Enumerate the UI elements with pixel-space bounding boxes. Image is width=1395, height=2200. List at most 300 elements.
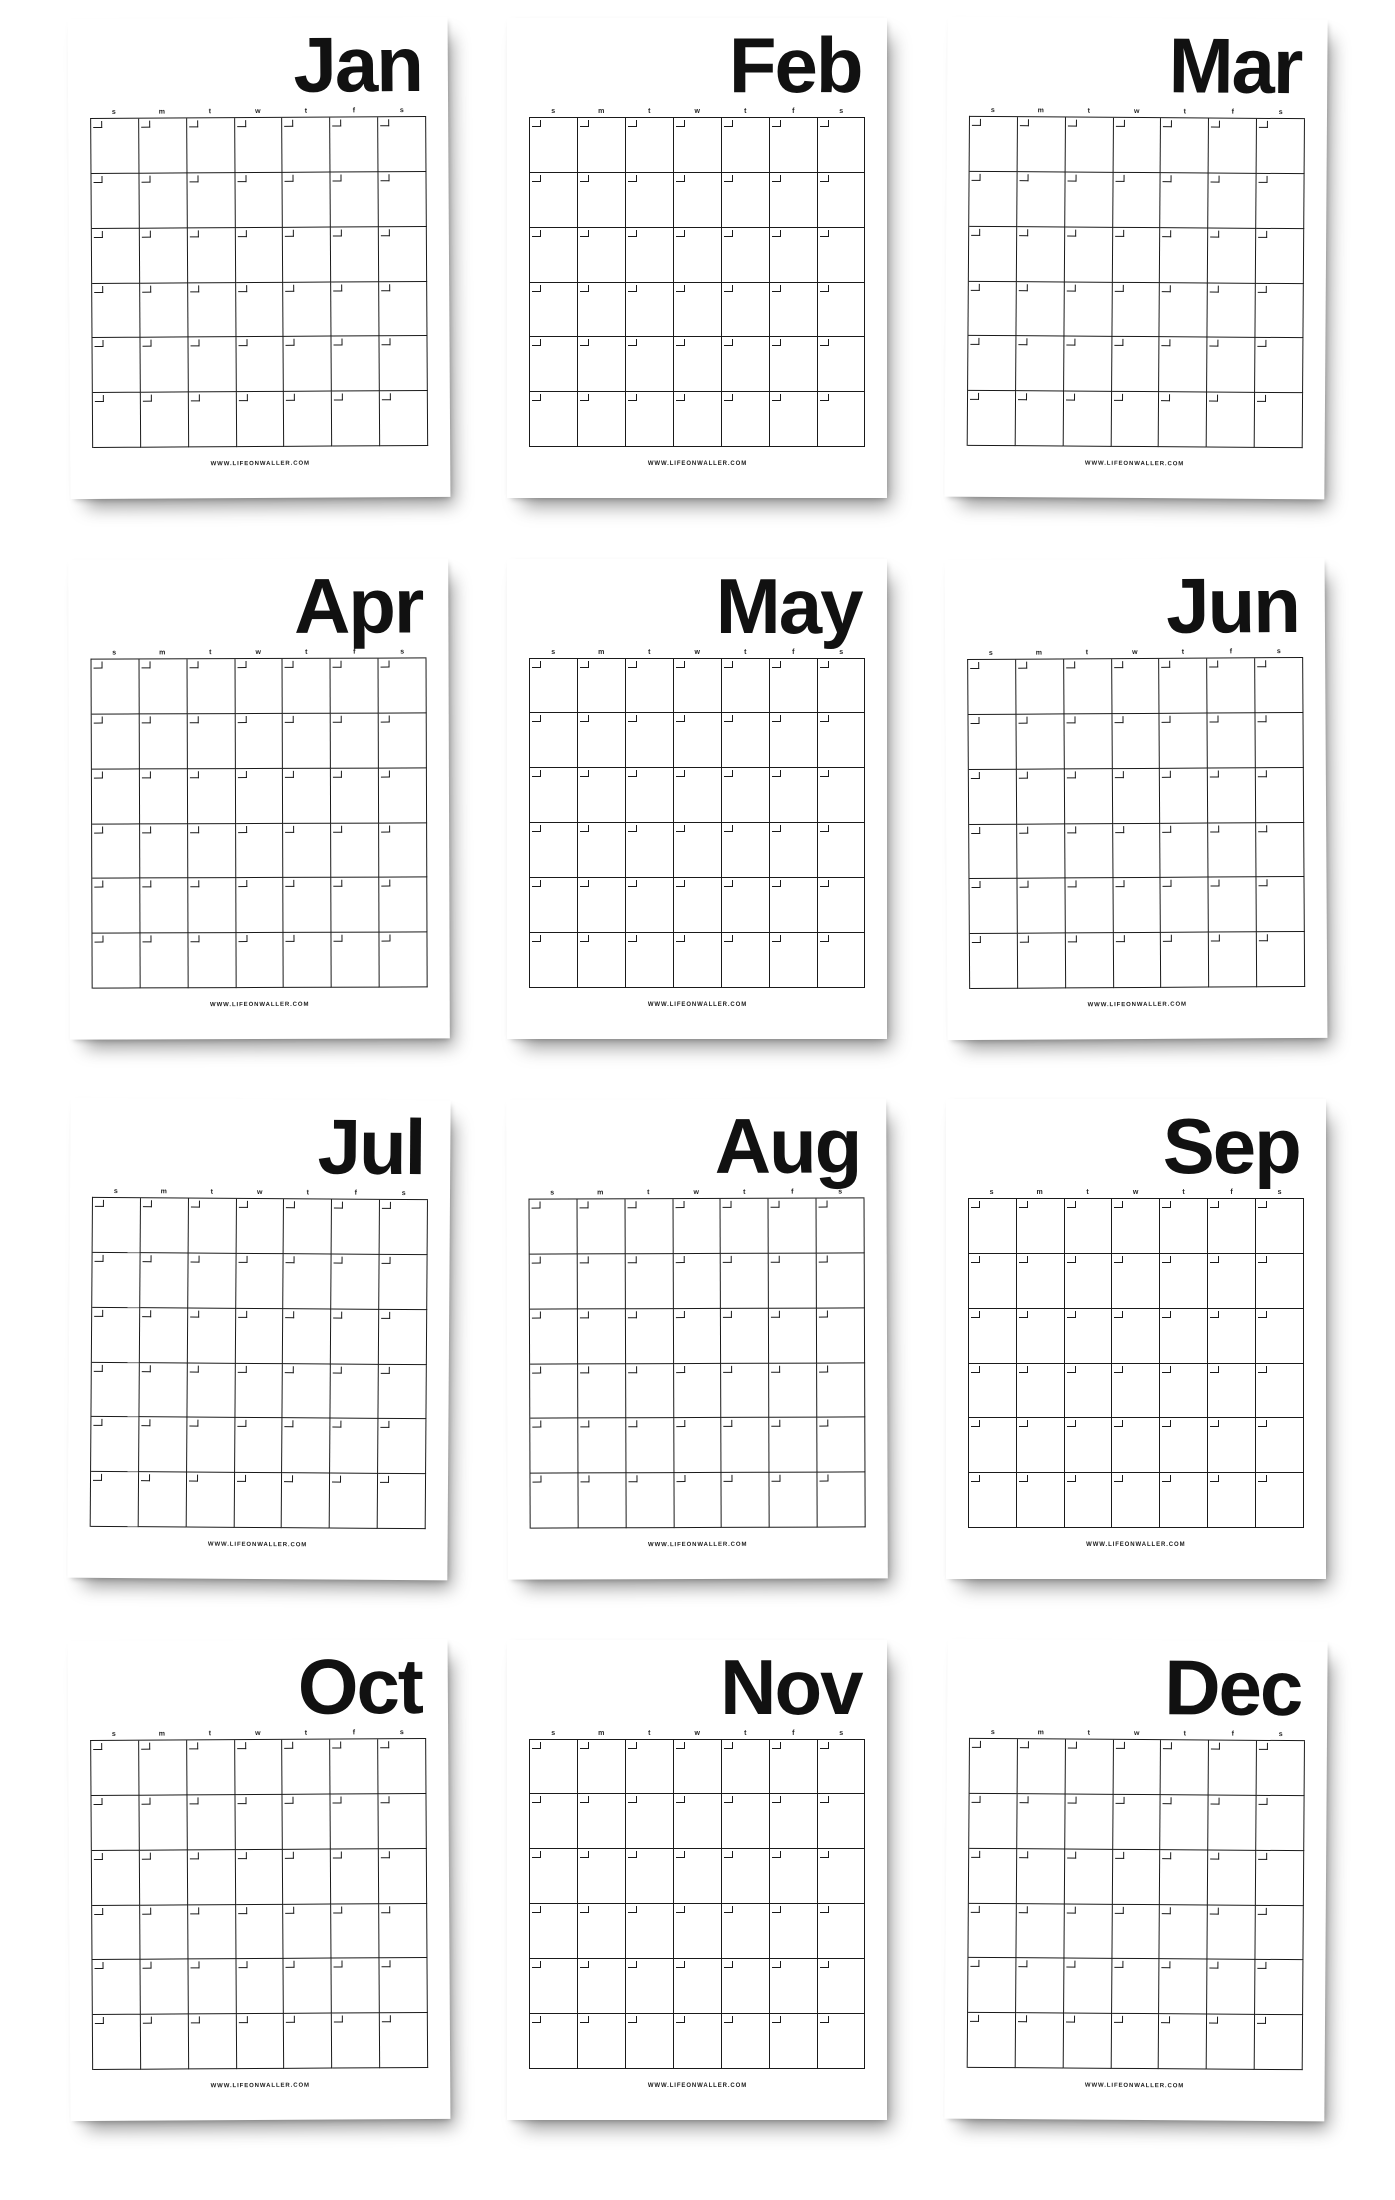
day-cell[interactable] xyxy=(530,228,578,283)
day-cell[interactable] xyxy=(818,713,866,768)
day-cell[interactable] xyxy=(332,282,380,337)
day-cell[interactable] xyxy=(968,281,1016,336)
calendar-sheet-dec[interactable] xyxy=(944,1638,1327,2121)
day-cell[interactable] xyxy=(969,1848,1017,1903)
day-cell[interactable] xyxy=(283,172,331,227)
day-cell[interactable] xyxy=(379,1793,427,1848)
day-cell[interactable] xyxy=(378,117,426,172)
day-cell[interactable] xyxy=(1160,283,1208,338)
day-cell[interactable] xyxy=(1161,118,1209,173)
day-cell[interactable] xyxy=(770,2014,818,2069)
day-cell[interactable] xyxy=(1207,393,1255,448)
day-cell[interactable] xyxy=(1017,227,1065,282)
day-cell[interactable] xyxy=(1161,1740,1209,1795)
day-cell[interactable] xyxy=(1064,227,1112,282)
day-cell[interactable] xyxy=(674,1254,722,1309)
day-cell[interactable] xyxy=(1256,822,1304,877)
day-cell[interactable] xyxy=(530,768,578,823)
day-cell[interactable] xyxy=(139,1740,187,1795)
day-cell[interactable] xyxy=(770,118,818,173)
day-cell[interactable] xyxy=(187,659,235,714)
day-cell[interactable] xyxy=(1065,1418,1113,1473)
day-cell[interactable] xyxy=(769,1199,817,1254)
day-cell[interactable] xyxy=(236,1254,284,1309)
day-cell[interactable] xyxy=(770,933,818,988)
day-cell[interactable] xyxy=(284,337,332,392)
day-cell[interactable] xyxy=(188,1199,236,1254)
day-cell[interactable] xyxy=(770,878,818,933)
day-cell[interactable] xyxy=(674,933,722,988)
day-cell[interactable] xyxy=(579,1419,627,1474)
day-cell[interactable] xyxy=(1256,1418,1304,1473)
day-cell[interactable] xyxy=(332,1958,380,2013)
day-cell[interactable] xyxy=(1256,1850,1304,1905)
day-cell[interactable] xyxy=(187,173,235,228)
day-cell[interactable] xyxy=(92,1308,140,1363)
day-cell[interactable] xyxy=(379,282,427,337)
day-cell[interactable] xyxy=(626,228,674,283)
day-cell[interactable] xyxy=(188,283,236,338)
day-cell[interactable] xyxy=(1160,823,1208,878)
day-cell[interactable] xyxy=(1255,712,1303,767)
day-cell[interactable] xyxy=(332,2013,380,2068)
day-cell[interactable] xyxy=(674,1363,722,1418)
day-cell[interactable] xyxy=(626,2014,674,2069)
day-cell[interactable] xyxy=(283,118,331,173)
day-cell[interactable] xyxy=(770,1740,818,1795)
day-cell[interactable] xyxy=(578,2014,626,2069)
day-cell[interactable] xyxy=(93,2014,141,2069)
day-cell[interactable] xyxy=(722,659,770,714)
day-cell[interactable] xyxy=(1017,1739,1065,1794)
day-cell[interactable] xyxy=(235,118,283,173)
day-cell[interactable] xyxy=(818,1849,866,1904)
day-cell[interactable] xyxy=(235,1739,283,1794)
day-cell[interactable] xyxy=(969,879,1017,934)
day-cell[interactable] xyxy=(188,1253,236,1308)
calendar-sheet-jan[interactable] xyxy=(68,17,451,499)
day-cell[interactable] xyxy=(1112,228,1160,283)
day-cell[interactable] xyxy=(626,1849,674,1904)
day-cell[interactable] xyxy=(331,713,379,768)
day-cell[interactable] xyxy=(1208,283,1256,338)
day-cell[interactable] xyxy=(1208,1364,1256,1419)
day-cell[interactable] xyxy=(578,1364,626,1419)
day-cell[interactable] xyxy=(770,659,818,714)
day-cell[interactable] xyxy=(626,1794,674,1849)
day-cell[interactable] xyxy=(1257,119,1305,174)
day-cell[interactable] xyxy=(770,337,818,392)
day-cell[interactable] xyxy=(578,1740,626,1795)
day-cell[interactable] xyxy=(722,283,770,338)
day-cell[interactable] xyxy=(188,1849,236,1904)
day-cell[interactable] xyxy=(189,392,237,447)
day-cell[interactable] xyxy=(282,1473,330,1528)
day-cell[interactable] xyxy=(1112,1473,1160,1528)
day-cell[interactable] xyxy=(236,933,284,988)
day-cell[interactable] xyxy=(91,1472,139,1527)
day-cell[interactable] xyxy=(578,173,626,228)
day-cell[interactable] xyxy=(530,1904,578,1959)
day-cell[interactable] xyxy=(1065,1199,1113,1254)
day-cell[interactable] xyxy=(331,1364,379,1419)
day-cell[interactable] xyxy=(1017,824,1065,879)
day-cell[interactable] xyxy=(1160,1849,1208,1904)
day-cell[interactable] xyxy=(817,1253,865,1308)
day-cell[interactable] xyxy=(968,714,1016,769)
day-cell[interactable] xyxy=(770,283,818,338)
day-cell[interactable] xyxy=(578,1254,626,1309)
day-cell[interactable] xyxy=(1160,1254,1208,1309)
day-cell[interactable] xyxy=(1017,1473,1065,1528)
day-cell[interactable] xyxy=(380,932,428,987)
day-cell[interactable] xyxy=(817,1199,865,1254)
day-cell[interactable] xyxy=(379,713,427,768)
day-cell[interactable] xyxy=(93,933,141,988)
day-cell[interactable] xyxy=(530,1849,578,1904)
day-cell[interactable] xyxy=(1256,767,1304,822)
day-cell[interactable] xyxy=(722,1473,770,1528)
day-cell[interactable] xyxy=(530,1959,578,2014)
day-cell[interactable] xyxy=(1209,119,1257,174)
day-cell[interactable] xyxy=(236,1959,284,2014)
day-cell[interactable] xyxy=(1208,1473,1256,1528)
day-cell[interactable] xyxy=(818,283,866,338)
day-cell[interactable] xyxy=(1017,878,1065,933)
day-cell[interactable] xyxy=(284,823,332,878)
day-cell[interactable] xyxy=(818,1473,866,1528)
day-cell[interactable] xyxy=(626,1199,674,1254)
day-cell[interactable] xyxy=(187,1363,235,1418)
day-cell[interactable] xyxy=(1112,1199,1160,1254)
day-cell[interactable] xyxy=(379,1848,427,1903)
day-cell[interactable] xyxy=(770,1794,818,1849)
day-cell[interactable] xyxy=(770,1959,818,2014)
day-cell[interactable] xyxy=(283,1419,331,1474)
day-cell[interactable] xyxy=(187,118,235,173)
day-cell[interactable] xyxy=(578,823,626,878)
day-cell[interactable] xyxy=(1257,932,1305,987)
day-cell[interactable] xyxy=(722,1849,770,1904)
day-cell[interactable] xyxy=(1208,1795,1256,1850)
day-cell[interactable] xyxy=(92,1362,140,1417)
day-cell[interactable] xyxy=(332,1903,380,1958)
day-cell[interactable] xyxy=(284,932,332,987)
day-cell[interactable] xyxy=(722,1254,770,1309)
day-cell[interactable] xyxy=(1207,338,1255,393)
calendar-sheet-sep[interactable] xyxy=(946,1099,1326,1579)
day-cell[interactable] xyxy=(380,391,428,446)
day-cell[interactable] xyxy=(140,823,188,878)
day-cell[interactable] xyxy=(626,1904,674,1959)
day-cell[interactable] xyxy=(187,1418,235,1473)
day-cell[interactable] xyxy=(1065,933,1113,988)
day-cell[interactable] xyxy=(1065,1794,1113,1849)
day-cell[interactable] xyxy=(1016,769,1064,824)
day-cell[interactable] xyxy=(968,1903,1016,1958)
calendar-sheet-oct[interactable] xyxy=(68,1638,451,2120)
day-cell[interactable] xyxy=(139,119,187,174)
day-cell[interactable] xyxy=(674,1849,722,1904)
day-cell[interactable] xyxy=(770,392,818,447)
day-cell[interactable] xyxy=(141,393,189,448)
day-cell[interactable] xyxy=(140,1905,188,1960)
day-cell[interactable] xyxy=(1160,1418,1208,1473)
day-cell[interactable] xyxy=(235,1794,283,1849)
day-cell[interactable] xyxy=(1065,823,1113,878)
day-cell[interactable] xyxy=(770,1418,818,1473)
day-cell[interactable] xyxy=(188,1959,236,2014)
day-cell[interactable] xyxy=(236,228,284,283)
day-cell[interactable] xyxy=(284,1254,332,1309)
day-cell[interactable] xyxy=(674,1199,722,1254)
day-cell[interactable] xyxy=(1065,172,1113,227)
day-cell[interactable] xyxy=(1161,932,1209,987)
day-cell[interactable] xyxy=(674,823,722,878)
day-cell[interactable] xyxy=(139,1418,187,1473)
day-cell[interactable] xyxy=(722,1740,770,1795)
day-cell[interactable] xyxy=(1016,337,1064,392)
day-cell[interactable] xyxy=(722,768,770,823)
day-cell[interactable] xyxy=(1064,1904,1112,1959)
day-cell[interactable] xyxy=(92,878,140,933)
day-cell[interactable] xyxy=(284,1904,332,1959)
day-cell[interactable] xyxy=(1015,2013,1063,2068)
day-cell[interactable] xyxy=(284,1199,332,1254)
day-cell[interactable] xyxy=(92,1850,140,1905)
day-cell[interactable] xyxy=(1015,391,1063,446)
day-cell[interactable] xyxy=(236,1849,284,1904)
day-cell[interactable] xyxy=(1209,1740,1257,1795)
day-cell[interactable] xyxy=(1113,878,1161,933)
day-cell[interactable] xyxy=(379,768,427,823)
day-cell[interactable] xyxy=(283,658,331,713)
day-cell[interactable] xyxy=(1017,1794,1065,1849)
day-cell[interactable] xyxy=(92,1905,140,1960)
day-cell[interactable] xyxy=(1208,1418,1256,1473)
day-cell[interactable] xyxy=(818,1959,866,2014)
day-cell[interactable] xyxy=(578,392,626,447)
day-cell[interactable] xyxy=(579,1473,627,1528)
day-cell[interactable] xyxy=(236,1309,284,1364)
day-cell[interactable] xyxy=(578,1849,626,1904)
day-cell[interactable] xyxy=(236,282,284,337)
day-cell[interactable] xyxy=(140,1850,188,1905)
day-cell[interactable] xyxy=(1112,658,1160,713)
day-cell[interactable] xyxy=(770,1473,818,1528)
day-cell[interactable] xyxy=(331,1309,379,1364)
day-cell[interactable] xyxy=(93,393,141,448)
day-cell[interactable] xyxy=(969,1309,1017,1364)
day-cell[interactable] xyxy=(140,1308,188,1363)
day-cell[interactable] xyxy=(1017,1364,1065,1419)
day-cell[interactable] xyxy=(674,228,722,283)
day-cell[interactable] xyxy=(1160,1795,1208,1850)
day-cell[interactable] xyxy=(1208,1905,1256,1960)
day-cell[interactable] xyxy=(531,1364,579,1419)
day-cell[interactable] xyxy=(283,768,331,823)
day-cell[interactable] xyxy=(674,118,722,173)
day-cell[interactable] xyxy=(91,119,139,174)
day-cell[interactable] xyxy=(674,283,722,338)
day-cell[interactable] xyxy=(92,1795,140,1850)
day-cell[interactable] xyxy=(380,2013,428,2068)
day-cell[interactable] xyxy=(92,659,140,714)
day-cell[interactable] xyxy=(331,1739,379,1794)
day-cell[interactable] xyxy=(283,1739,331,1794)
day-cell[interactable] xyxy=(770,768,818,823)
day-cell[interactable] xyxy=(1016,1958,1064,2013)
day-cell[interactable] xyxy=(578,768,626,823)
day-cell[interactable] xyxy=(331,1794,379,1849)
day-cell[interactable] xyxy=(379,658,427,713)
day-cell[interactable] xyxy=(969,172,1017,227)
day-cell[interactable] xyxy=(626,118,674,173)
day-cell[interactable] xyxy=(1159,658,1207,713)
day-cell[interactable] xyxy=(530,118,578,173)
day-cell[interactable] xyxy=(530,1200,578,1255)
day-cell[interactable] xyxy=(1113,173,1161,228)
day-cell[interactable] xyxy=(141,1198,189,1253)
day-cell[interactable] xyxy=(235,713,283,768)
day-cell[interactable] xyxy=(332,823,380,878)
day-cell[interactable] xyxy=(332,878,380,933)
day-cell[interactable] xyxy=(187,1795,235,1850)
day-cell[interactable] xyxy=(818,1794,866,1849)
day-cell[interactable] xyxy=(1207,1959,1255,2014)
day-cell[interactable] xyxy=(92,769,140,824)
day-cell[interactable] xyxy=(1064,337,1112,392)
day-cell[interactable] xyxy=(626,337,674,392)
day-cell[interactable] xyxy=(188,1904,236,1959)
day-cell[interactable] xyxy=(379,1364,427,1419)
day-cell[interactable] xyxy=(626,713,674,768)
day-cell[interactable] xyxy=(1112,1849,1160,1904)
day-cell[interactable] xyxy=(330,1419,378,1474)
day-cell[interactable] xyxy=(722,228,770,283)
day-cell[interactable] xyxy=(530,933,578,988)
day-cell[interactable] xyxy=(1208,1850,1256,1905)
day-cell[interactable] xyxy=(379,1310,427,1365)
day-cell[interactable] xyxy=(1113,1794,1161,1849)
day-cell[interactable] xyxy=(674,392,722,447)
day-cell[interactable] xyxy=(818,933,866,988)
day-cell[interactable] xyxy=(1111,2014,1159,2069)
day-cell[interactable] xyxy=(1017,172,1065,227)
day-cell[interactable] xyxy=(139,1795,187,1850)
day-cell[interactable] xyxy=(674,173,722,228)
day-cell[interactable] xyxy=(380,1255,428,1310)
day-cell[interactable] xyxy=(1208,1254,1256,1309)
day-cell[interactable] xyxy=(722,713,770,768)
day-cell[interactable] xyxy=(770,1904,818,1959)
day-cell[interactable] xyxy=(818,659,866,714)
day-cell[interactable] xyxy=(530,1794,578,1849)
day-cell[interactable] xyxy=(770,1849,818,1904)
day-cell[interactable] xyxy=(379,1903,427,1958)
day-cell[interactable] xyxy=(1111,1959,1159,2014)
day-cell[interactable] xyxy=(1111,337,1159,392)
calendar-sheet-jul[interactable] xyxy=(67,1098,450,1581)
day-cell[interactable] xyxy=(91,1740,139,1795)
day-cell[interactable] xyxy=(1255,393,1303,448)
day-cell[interactable] xyxy=(1112,768,1160,823)
day-cell[interactable] xyxy=(818,228,866,283)
day-cell[interactable] xyxy=(236,1199,284,1254)
day-cell[interactable] xyxy=(236,878,284,933)
day-cell[interactable] xyxy=(380,1200,428,1255)
day-cell[interactable] xyxy=(1256,1795,1304,1850)
day-cell[interactable] xyxy=(283,1849,331,1904)
day-cell[interactable] xyxy=(188,768,236,823)
day-cell[interactable] xyxy=(283,713,331,768)
day-cell[interactable] xyxy=(530,713,578,768)
day-cell[interactable] xyxy=(578,659,626,714)
day-cell[interactable] xyxy=(92,228,140,283)
day-cell[interactable] xyxy=(236,1904,284,1959)
day-cell[interactable] xyxy=(236,768,284,823)
day-cell[interactable] xyxy=(284,1958,332,2013)
day-cell[interactable] xyxy=(722,933,770,988)
day-cell[interactable] xyxy=(722,1959,770,2014)
day-cell[interactable] xyxy=(578,337,626,392)
day-cell[interactable] xyxy=(1016,659,1064,714)
day-cell[interactable] xyxy=(331,172,379,227)
day-cell[interactable] xyxy=(1256,1364,1304,1419)
day-cell[interactable] xyxy=(1160,713,1208,768)
day-cell[interactable] xyxy=(1207,658,1255,713)
calendar-sheet-may[interactable] xyxy=(507,559,887,1039)
day-cell[interactable] xyxy=(626,283,674,338)
day-cell[interactable] xyxy=(969,1473,1017,1528)
day-cell[interactable] xyxy=(189,2014,237,2069)
day-cell[interactable] xyxy=(235,1418,283,1473)
day-cell[interactable] xyxy=(674,1418,722,1473)
day-cell[interactable] xyxy=(331,227,379,282)
day-cell[interactable] xyxy=(578,1309,626,1364)
day-cell[interactable] xyxy=(379,172,427,227)
day-cell[interactable] xyxy=(140,283,188,338)
day-cell[interactable] xyxy=(332,1200,380,1255)
day-cell[interactable] xyxy=(626,933,674,988)
day-cell[interactable] xyxy=(378,1739,426,1794)
day-cell[interactable] xyxy=(969,1738,1017,1793)
day-cell[interactable] xyxy=(1159,392,1207,447)
day-cell[interactable] xyxy=(93,1960,141,2015)
day-cell[interactable] xyxy=(968,1958,1016,2013)
day-cell[interactable] xyxy=(1112,282,1160,337)
day-cell[interactable] xyxy=(818,392,866,447)
day-cell[interactable] xyxy=(1208,1199,1256,1254)
day-cell[interactable] xyxy=(1064,1958,1112,2013)
day-cell[interactable] xyxy=(332,1254,380,1309)
day-cell[interactable] xyxy=(530,1309,578,1364)
day-cell[interactable] xyxy=(93,338,141,393)
day-cell[interactable] xyxy=(531,1419,579,1474)
day-cell[interactable] xyxy=(284,282,332,337)
day-cell[interactable] xyxy=(530,283,578,338)
day-cell[interactable] xyxy=(236,337,284,392)
day-cell[interactable] xyxy=(1063,2013,1111,2068)
day-cell[interactable] xyxy=(818,118,866,173)
day-cell[interactable] xyxy=(331,658,379,713)
day-cell[interactable] xyxy=(722,823,770,878)
day-cell[interactable] xyxy=(1256,1199,1304,1254)
day-cell[interactable] xyxy=(578,713,626,768)
day-cell[interactable] xyxy=(141,2014,189,2069)
day-cell[interactable] xyxy=(1016,282,1064,337)
day-cell[interactable] xyxy=(93,1198,141,1253)
